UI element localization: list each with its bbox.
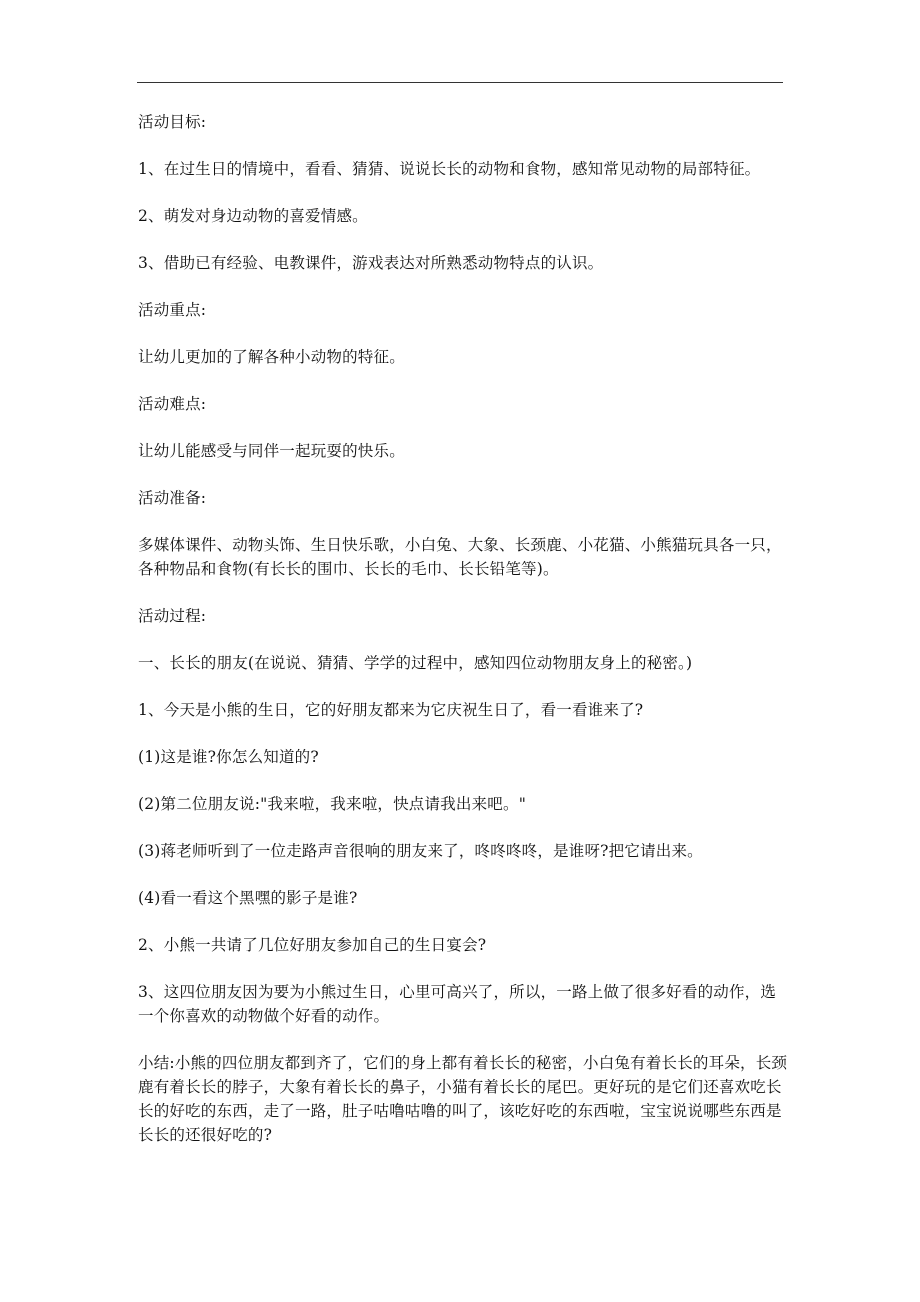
heading-process: 活动过程: — [138, 607, 207, 625]
summary-text: 小结:小熊的四位朋友都到齐了，它们的身上都有着长长的秘密，小白兔有着长长的耳朵，长颈鹿有着长长的脖子，大象有着长长的鼻子，小猫有着长长的尾巴。更好玩的是它们还喜欢吃长长的好吃的东西，走了一路，肚子咕噜咕噜的叫了，该吃好吃的东西啦，宝宝说说哪些东西是长长的还很好吃的? — [138, 1054, 788, 1144]
preparation-text: 多媒体课件、动物头饰、生日快乐歌，小白兔、大象、长颈鹿、小花猫、小熊猫玩具各一只，各种物品和食物(有长长的围巾、长长的毛巾、长长铅笔等)。 — [138, 536, 782, 578]
key-points-text: 让幼儿更加的了解各种小动物的特征。 — [138, 348, 405, 366]
heading-key-points: 活动重点: — [138, 301, 207, 319]
document-body — [138, 110, 788, 1170]
process-substep-1: (1)这是谁?你怎么知道的? — [138, 748, 319, 766]
process-step-1: 1、今天是小熊的生日，它的好朋友都来为它庆祝生日了，看一看谁来了? — [138, 701, 644, 719]
heading-goals: 活动目标: — [138, 113, 207, 131]
heading-preparation: 活动准备: — [138, 489, 207, 507]
process-substep-3: (3)蒋老师听到了一位走路声音很响的朋友来了，咚咚咚咚，是谁呀?把它请出来。 — [138, 842, 703, 860]
difficulties-text: 让幼儿能感受与同伴一起玩耍的快乐。 — [138, 442, 405, 460]
process-substep-4: (4)看一看这个黑嘿的影子是谁? — [138, 889, 358, 907]
process-substep-2: (2)第二位朋友说:"我来啦，我来啦，快点请我出来吧。" — [138, 795, 527, 813]
process-step-2: 2、小熊一共请了几位好朋友参加自己的生日宴会? — [138, 936, 487, 954]
goal-item-3: 3、借助已有经验、电教课件，游戏表达对所熟悉动物特点的认识。 — [138, 254, 604, 272]
goal-item-1: 1、在过生日的情境中，看看、猜猜、说说长长的动物和食物，感知常见动物的局部特征。 — [138, 160, 761, 178]
process-step-3: 3、这四位朋友因为要为小熊过生日，心里可高兴了，所以，一路上做了很多好看的动作，选一个你喜欢的动物做个好看的动作。 — [138, 983, 777, 1025]
process-section-1: 一、长长的朋友(在说说、猜猜、学学的过程中，感知四位动物朋友身上的秘密。) — [138, 654, 693, 672]
heading-difficulties: 活动难点: — [138, 395, 207, 413]
header-divider — [137, 82, 783, 83]
goal-item-2: 2、萌发对身边动物的喜爱情感。 — [138, 207, 368, 225]
